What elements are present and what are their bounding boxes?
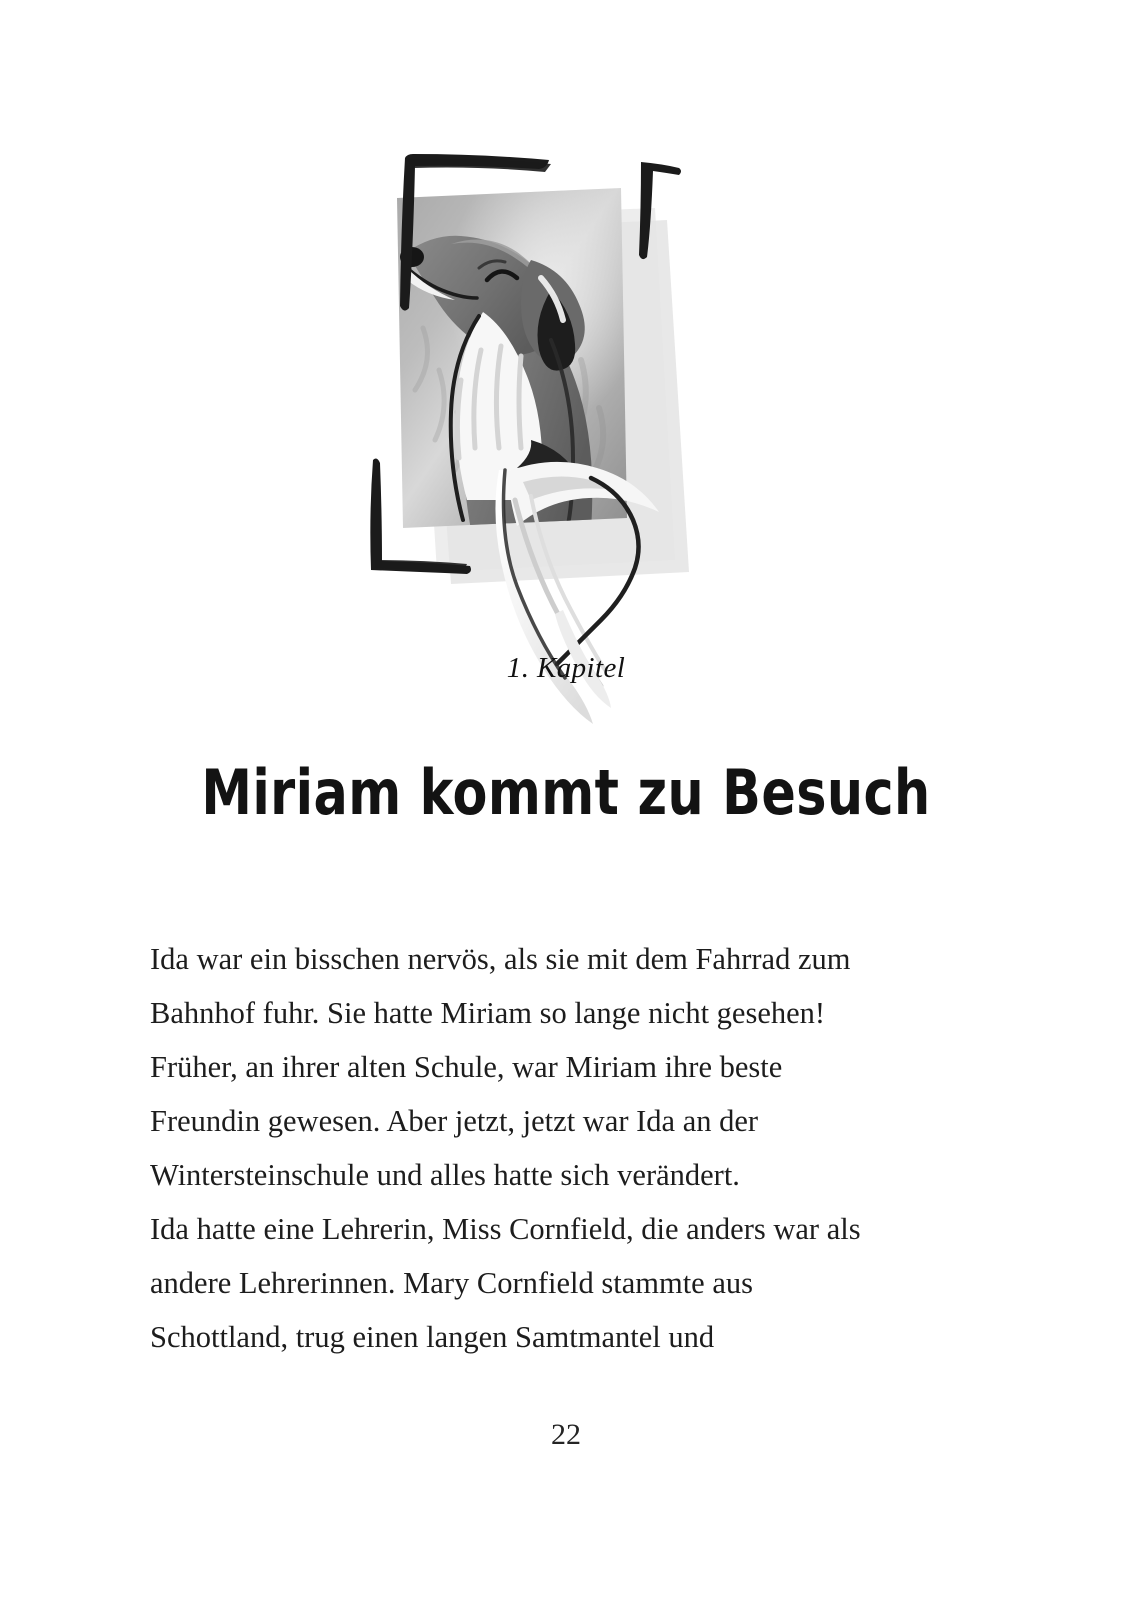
body-text xyxy=(150,932,980,1364)
chapter-label: 1. Kapitel xyxy=(506,652,626,684)
page-number: 22 xyxy=(551,1418,581,1451)
chapter-title: Miriam kommt zu Besuch xyxy=(201,755,931,829)
body-line: Freundin gewesen. Aber jetzt, jetzt war Ida an der xyxy=(150,1104,759,1138)
body-line: andere Lehrerinnen. Mary Cornfield stammte aus xyxy=(150,1266,754,1300)
body-line: Schottland, trug einen langen Samtmantel und xyxy=(150,1320,715,1354)
body-line: Ida war ein bisschen nervös, als sie mit dem Fahrrad zum xyxy=(150,942,851,976)
body-line: Bahnhof fuhr. Sie hatte Miriam so lange nicht gesehen! xyxy=(150,996,826,1030)
body-line: Wintersteinschule und alles hatte sich verändert. xyxy=(150,1158,740,1192)
body-line: Früher, an ihrer alten Schule, war Miriam ihre beste xyxy=(150,1050,783,1084)
body-line: Ida hatte eine Lehrerin, Miss Cornfield, die anders war als xyxy=(150,1212,861,1246)
